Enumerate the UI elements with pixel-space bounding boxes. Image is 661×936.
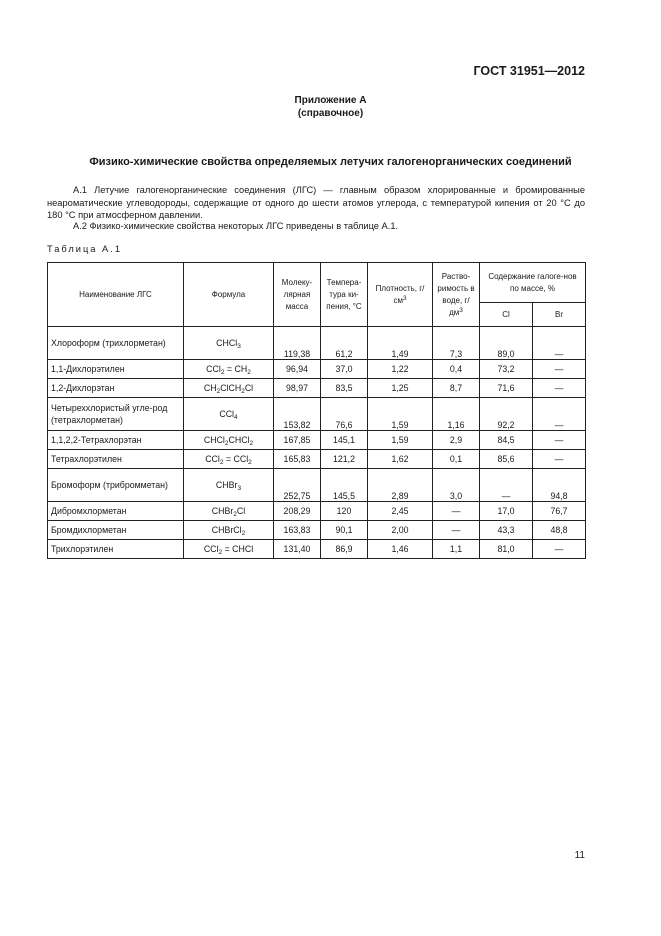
cell-density: 1,59 — [368, 431, 433, 450]
cell-boil: 83,5 — [321, 379, 368, 398]
formula-part: = CH — [224, 364, 248, 374]
formula-part: CHBrCl — [211, 525, 242, 535]
formula-part: CCl — [219, 409, 235, 419]
cell-solubility: — — [433, 502, 480, 521]
cell-boil: 76,6 — [321, 398, 368, 431]
formula-part: CHBr — [211, 506, 234, 516]
cell-density: 1,49 — [368, 327, 433, 360]
header-br: Br — [533, 303, 586, 327]
table-row — [48, 469, 586, 502]
cell-mass: 167,85 — [274, 431, 321, 450]
cell-mass: 119,38 — [274, 327, 321, 360]
cell-density: 2,00 — [368, 521, 433, 540]
cell-mass: 165,83 — [274, 450, 321, 469]
cell-solubility: 0,4 — [433, 360, 480, 379]
section-title: Физико-химические свойства определяемых летучих галогенорганических соединений — [89, 156, 572, 168]
paragraph-a2: А.2 Физико-химические свойства некоторых ЛГС приведены в таблице А.1. — [73, 221, 399, 231]
formula-part: CHBr — [215, 480, 238, 490]
formula-subscript: 2 — [219, 459, 224, 466]
formula-subscript: 2 — [224, 440, 229, 447]
cell-br: 76,7 — [533, 502, 586, 521]
formula-subscript: 2 — [248, 459, 252, 466]
cell-name: 1,2-Дихлорэтан — [48, 379, 184, 398]
formula-subscript: 2 — [241, 530, 246, 537]
standard-number: ГОСТ 31951—2012 — [473, 64, 585, 78]
cell-formula — [184, 450, 274, 469]
cell-solubility: 1,1 — [433, 540, 480, 559]
cell-cl: 73,2 — [480, 360, 533, 379]
formula-subscript: 2 — [220, 369, 225, 376]
cell-boil: 86,9 — [321, 540, 368, 559]
formula-part: Cl — [236, 506, 246, 516]
cell-cl: 92,2 — [480, 398, 533, 431]
cell-solubility: 7,3 — [433, 327, 480, 360]
cell-br: — — [533, 360, 586, 379]
paragraph-a1: А.1 Летучие галогенорганические соединения (ЛГС) — главным образом хлорированные и бромированные неароматические углеводороды, содержащие от одного до шести атомов углерода, с температурой кипения от 20 °С до 180 °С при атмосферном давлении. — [47, 185, 585, 220]
cell-name: Трихлорэтилен — [48, 540, 184, 559]
cell-cl: 84,5 — [480, 431, 533, 450]
cell-br: — — [533, 450, 586, 469]
cell-br: 94,8 — [533, 469, 586, 502]
table-row — [48, 431, 586, 450]
cell-br: — — [533, 540, 586, 559]
cell-formula — [184, 469, 274, 502]
formula-subscript: 3 — [237, 485, 242, 492]
formula-part: = CCl — [223, 454, 249, 464]
header-boiling-point: Темпера-тура ки-пения, °С — [321, 263, 368, 327]
formula-subscript: 2 — [233, 511, 237, 518]
formula-part: CCl — [206, 364, 221, 374]
cell-name: 1,1,2,2-Тетрахлорэтан — [48, 431, 184, 450]
cell-name: Тетрахлорэтилен — [48, 450, 184, 469]
cell-solubility: 8,7 — [433, 379, 480, 398]
cell-cl: 17,0 — [480, 502, 533, 521]
cell-name: Дибромхлорметан — [48, 502, 184, 521]
cell-name: Бромоформ (трибромметан) — [48, 469, 184, 502]
cell-formula — [184, 360, 274, 379]
cell-formula — [184, 540, 274, 559]
formula-part: CH — [203, 383, 217, 393]
table-caption: Таблица А.1 — [47, 244, 122, 254]
formula-part: = CHCl — [222, 544, 254, 554]
formula-subscript: 2 — [247, 369, 251, 376]
header-density-label: Плотность, г/см — [375, 283, 425, 305]
cell-cl: 85,6 — [480, 450, 533, 469]
appendix-heading — [0, 94, 661, 120]
cell-boil: 90,1 — [321, 521, 368, 540]
formula-part: Cl — [244, 383, 254, 393]
formula-subscript: 2 — [241, 388, 245, 395]
table-row — [48, 327, 586, 360]
cell-cl: 71,6 — [480, 379, 533, 398]
page-number: 11 — [574, 850, 585, 861]
cell-br: — — [533, 327, 586, 360]
appendix-subtitle: (справочное) — [297, 108, 364, 119]
cell-boil: 145,5 — [321, 469, 368, 502]
header-name: Наименование ЛГС — [48, 263, 184, 327]
cell-mass: 153,82 — [274, 398, 321, 431]
formula-part: CHCl — [216, 338, 238, 348]
cell-density: 2,89 — [368, 469, 433, 502]
cell-solubility: 1,16 — [433, 398, 480, 431]
formula-part: ClCH — [220, 383, 242, 393]
formula-subscript: 2 — [249, 440, 254, 447]
cell-mass: 208,29 — [274, 502, 321, 521]
header-solubility — [433, 263, 480, 327]
header-cl: Cl — [480, 303, 533, 327]
table-row — [48, 360, 586, 379]
cell-solubility: 0,1 — [433, 450, 480, 469]
cell-cl: 43,3 — [480, 521, 533, 540]
cell-solubility: 2,9 — [433, 431, 480, 450]
cell-mass: 163,83 — [274, 521, 321, 540]
formula-part: CHCl — [228, 435, 250, 445]
cell-cl: 81,0 — [480, 540, 533, 559]
cell-formula — [184, 327, 274, 360]
table-row — [48, 450, 586, 469]
formula-part: CHCl — [203, 435, 225, 445]
table-body — [48, 327, 586, 559]
header-solubility-sup: 3 — [459, 306, 463, 314]
table-row — [48, 540, 586, 559]
table-row — [48, 502, 586, 521]
cell-density: 1,46 — [368, 540, 433, 559]
header-mass: Молеку-лярная масса — [274, 263, 321, 327]
formula-subscript: 2 — [216, 388, 221, 395]
formula-part: CCl — [205, 454, 220, 464]
cell-mass: 252,75 — [274, 469, 321, 502]
cell-mass: 131,40 — [274, 540, 321, 559]
cell-br: 48,8 — [533, 521, 586, 540]
header-solubility-label: Раство-римость в воде, г/дм — [437, 271, 475, 317]
cell-mass: 98,97 — [274, 379, 321, 398]
cell-density: 1,62 — [368, 450, 433, 469]
cell-br: — — [533, 398, 586, 431]
cell-formula — [184, 502, 274, 521]
header-formula: Формула — [184, 263, 274, 327]
cell-density: 2,45 — [368, 502, 433, 521]
cell-formula — [184, 431, 274, 450]
properties-table — [47, 262, 586, 559]
header-density — [368, 263, 433, 327]
cell-boil: 120 — [321, 502, 368, 521]
cell-mass: 96,94 — [274, 360, 321, 379]
cell-formula — [184, 521, 274, 540]
cell-boil: 121,2 — [321, 450, 368, 469]
cell-name: Бромдихлорметан — [48, 521, 184, 540]
appendix-title: Приложение А — [294, 95, 367, 106]
formula-subscript: 2 — [218, 549, 223, 556]
cell-cl: — — [480, 469, 533, 502]
header-halogen-content: Содержание галоге-нов по массе, % — [480, 263, 586, 303]
cell-name: Четыреххлористый угле-род (тетрахлорметан) — [48, 398, 184, 431]
cell-name: Хлороформ (трихлорметан) — [48, 327, 184, 360]
cell-boil: 61,2 — [321, 327, 368, 360]
formula-part: CCl — [203, 544, 219, 554]
cell-formula — [184, 379, 274, 398]
cell-density: 1,22 — [368, 360, 433, 379]
table-row — [48, 521, 586, 540]
cell-cl: 89,0 — [480, 327, 533, 360]
cell-solubility: — — [433, 521, 480, 540]
header-density-sup: 3 — [402, 294, 407, 302]
cell-solubility: 3,0 — [433, 469, 480, 502]
cell-density: 1,25 — [368, 379, 433, 398]
cell-boil: 145,1 — [321, 431, 368, 450]
formula-subscript: 3 — [237, 343, 241, 350]
cell-br: — — [533, 379, 586, 398]
table-row — [48, 379, 586, 398]
cell-br: — — [533, 431, 586, 450]
formula-subscript: 4 — [234, 414, 238, 421]
cell-formula — [184, 398, 274, 431]
cell-name: 1,1-Дихлорэтилен — [48, 360, 184, 379]
cell-boil: 37,0 — [321, 360, 368, 379]
cell-density: 1,59 — [368, 398, 433, 431]
table-row — [48, 398, 586, 431]
